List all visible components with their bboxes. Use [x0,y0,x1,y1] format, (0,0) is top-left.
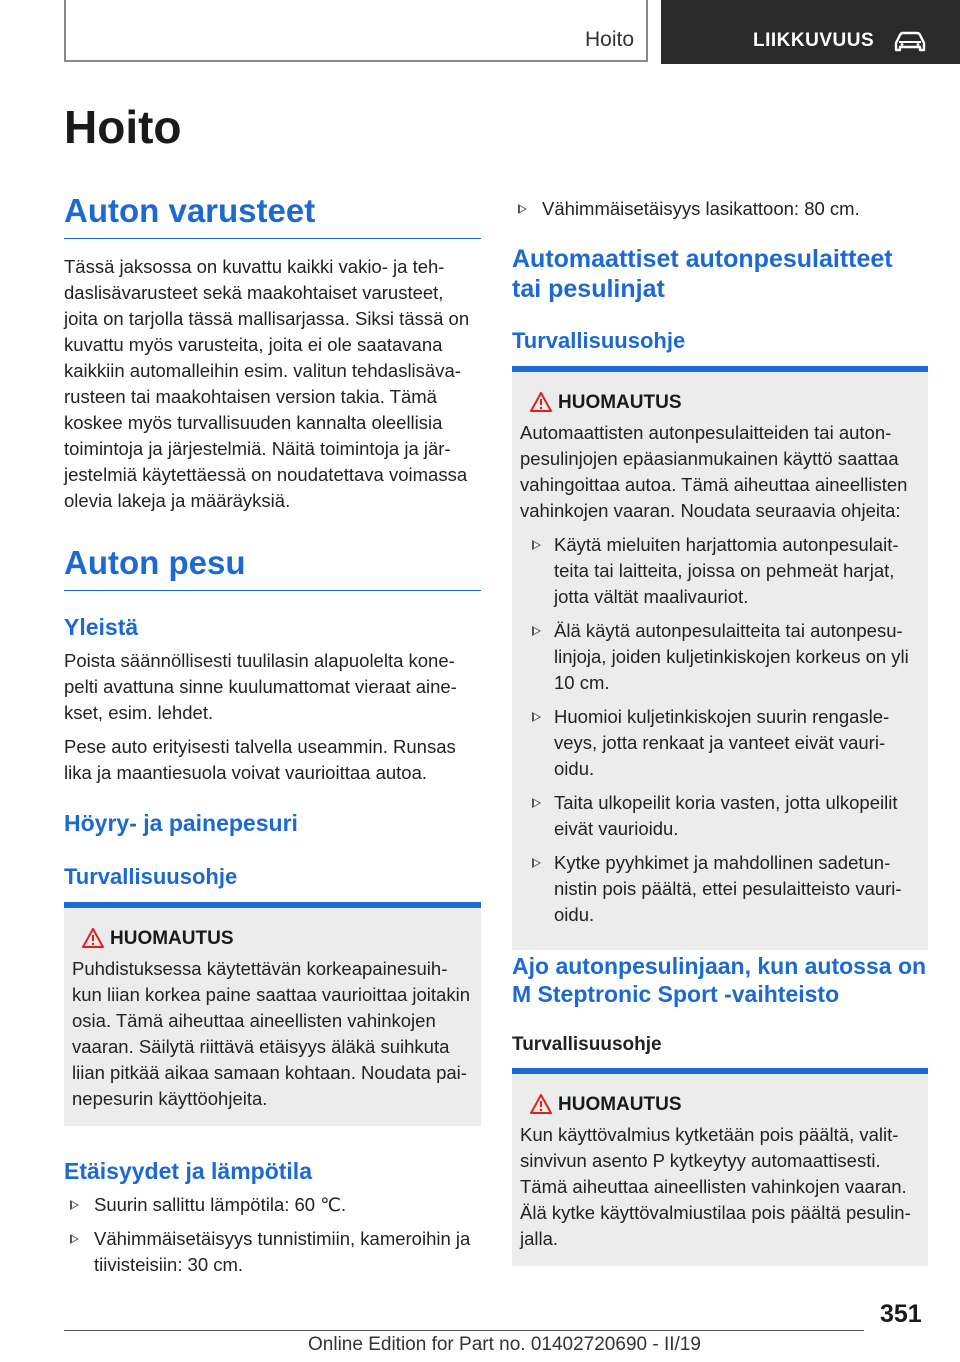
triangle-bullet-icon [532,798,541,808]
warning-triangle-icon [530,392,552,417]
heading-ajo-pesulinjaan: Ajo autonpesulinjaan, kun autossa on M Steptronic Sport -vaihteisto [512,953,927,1007]
warning-box-steptronic [512,1068,928,1266]
heading-yleista: Yleistä [64,614,139,640]
list-lasikatto [512,196,928,230]
list-item: Vähimmäisetäisyys lasikattoon: 80 cm. [512,196,928,222]
list-pesulaite-ohjeet [520,532,920,928]
heading-auton-varusteet: Auton varusteet [64,192,481,239]
paragraph-varusteet: Tässä jaksossa on kuvattu kaikki vakio- ja teh-daslisävarusteet sekä maakohtaiset varusteet, joita on tarjolla tässä mallisarjassa. Siksi tässä on kuvattu myös varusteita, joita ei ole saatavana kaikkiin automalleihin esim. valitun tehdaslisäva-rusteen tai maakohtaisen version takia. Tämä koskee myös turvallisuuden kannalta oleellisia toimintoja ja järjestelmiä. Näitä toimintoja ja jär-jestelmiä käytettäessä on noudatettava voimassa olevia lakeja ja määräyksiä. [64,256,470,511]
triangle-bullet-icon [532,858,541,868]
warning-title: HUOMAUTUS [110,928,234,949]
page-number: 351 [880,1300,922,1328]
list-item: Käytä mieluiten harjattomia autonpesulait-teita tai laitteita, joissa on pehmeät harjat, jotta vältät maalivauriot. [520,532,920,610]
list-item: Suurin sallittu lämpötila: 60 ℃. [64,1192,481,1218]
heading-turvallisuusohje-1: Turvallisuusohje [64,864,238,889]
triangle-bullet-icon [70,1200,79,1210]
header-chapter-tab [661,0,960,64]
heading-etaisyydet-lampotila: Etäisyydet ja lämpötila [64,1158,312,1184]
footer-edition: Online Edition for Part no. 01402720690 - II/19 [308,1334,701,1355]
warning-title: HUOMAUTUS [558,1094,682,1115]
warning-text: Puhdistuksessa käytettävän korkeapainesuih-kun liian korkea paine saattaa vaurioittaa joitakin osia. Tämä aiheuttaa aineellisten vahinkojen vaaran. Säilytä riittävä etäisyys äläkä suihkuta liian pitkää aikaa samaan kohtaan. Noudata pai-nepesurin käyttöohjeita. [72,958,470,1109]
paragraph-yleista-1: Poista säännöllisesti tuulilasin alapuolelta kone-pelti avattuna sinne kuulumattomat vieraat aine-kset, esim. lehdet. [64,650,457,723]
warning-box-pesulaitteet [512,366,928,950]
car-icon [893,30,927,59]
warning-triangle-icon [530,1094,552,1119]
warning-triangle-icon [82,928,104,953]
list-etaisyydet [64,1192,481,1286]
page-title: Hoito [64,101,182,153]
triangle-bullet-icon [518,204,527,214]
warning-box-painepesuri [64,902,481,1126]
heading-hoyry-painepesuri: Höyry- ja painepesuri [64,810,298,836]
list-item: Kytke pyyhkimet ja mahdollinen sadetun-nistin pois päältä, ettei pesulaitteisto vauri-oidu. [520,850,920,928]
header-section-tab [64,0,648,62]
list-item: Huomioi kuljetinkiskojen suurin rengasle-veys, jotta renkaat ja vanteet eivät vauri-oidu. [520,704,920,782]
paragraph-yleista-2: Pese auto erityisesti talvella useammin. Runsas lika ja maantiesuola voivat vaurioittaa autoa. [64,736,456,783]
heading-turvallisuusohje-3: Turvallisuusohje [512,1034,662,1055]
warning-text: Kun käyttövalmius kytketään pois päältä, valit-sinvivun asento P kytkeytyy automaattisesti. Tämä aiheuttaa aineellisten vahinkojen vaaran. Älä kytke käyttövalmiustilaa pois päältä pesulin-jalla. [520,1124,911,1249]
heading-auton-pesu: Auton pesu [64,544,481,591]
heading-automaattiset-pesulaitteet: Automaattiset autonpesulaitteet tai pesulinjat [512,245,893,303]
footer-divider [64,1330,864,1331]
list-item: Älä käytä autonpesulaitteita tai autonpesu-linjoja, joiden kuljetinkiskojen korkeus on yli 10 cm. [520,618,920,696]
header-section-label: Hoito [584,28,634,51]
triangle-bullet-icon [532,626,541,636]
list-item: Vähimmäisetäisyys tunnistimiin, kameroihin ja tiivisteisiin: 30 cm. [64,1226,481,1278]
triangle-bullet-icon [532,712,541,722]
warning-title: HUOMAUTUS [558,392,682,413]
header-chapter-label: LIIKKUVUUS [753,30,875,51]
heading-turvallisuusohje-2: Turvallisuusohje [512,328,686,353]
warning-text: Automaattisten autonpesulaitteiden tai auton-pesulinjojen epäasianmukainen käyttö saattaa vahingoittaa autoa. Tämä aiheuttaa aineellisten vahinkojen vaaran. Noudata seuraavia ohjeita: [520,422,908,521]
triangle-bullet-icon [532,540,541,550]
list-item: Taita ulkopeilit koria vasten, jotta ulkopeilit eivät vaurioidu. [520,790,920,842]
triangle-bullet-icon [70,1234,79,1244]
